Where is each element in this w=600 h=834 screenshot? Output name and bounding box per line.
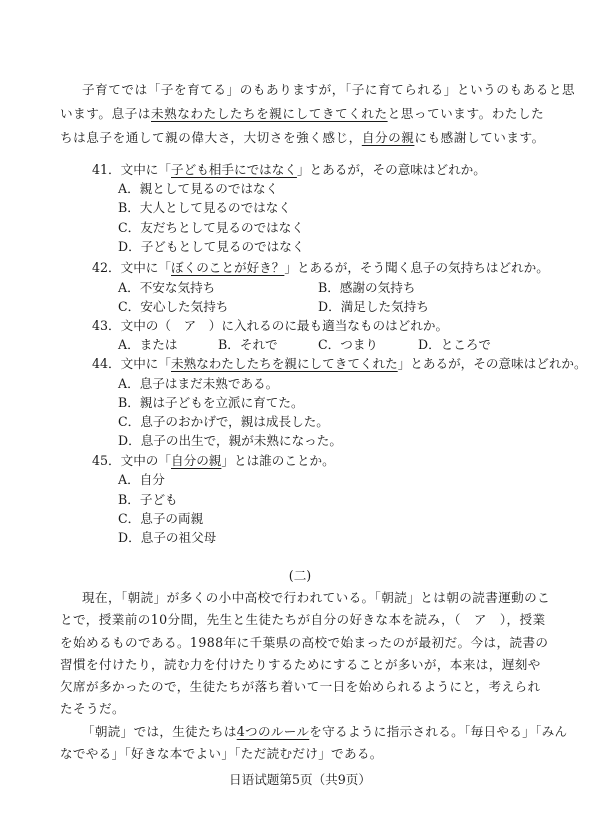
underlined-phrase: 未熟なわたしたちを親にしてきてくれた [151,106,388,121]
section2-rule-line: 「朝読」では，生徒たちは4つのルールを守るように指示される。「毎日やる」「みん [82,724,568,739]
underlined-phrase: 自分の親 [171,453,222,468]
q41-option-b: B．大人として見るのではなく [118,200,291,215]
section2-line-6: たそうだ。 [60,701,125,716]
question-41: 41．文中に「子ども相手にではなく」とあるが，その意味はどれか。 [92,162,486,177]
q45-option-a: A．自分 [118,472,165,487]
q44-option-d: D．息子の出生で，親が未熟になった。 [118,433,342,448]
q41-option-c: C．友だちとして見るのではなく [118,220,304,235]
q41-option-a: A．親として見るのではなく [118,181,279,196]
underlined-phrase: 自分の親 [361,130,415,145]
q44-option-c: C．息子のおかげで，親は成長した。 [118,414,329,429]
q43-option-b: B．それで [218,337,278,352]
section2-line-5: 欠席が多かったので，生徒たちが落ち着いて一日を始められるようにと，考えられ [60,679,541,694]
q43-option-a: A．または [118,337,178,352]
question-43: 43．文中の（ ア ）に入れるのに最も適当なものはどれか。 [92,318,449,333]
section2-line-3: を始めるものである。1988年に千葉県の高校で始まったのが最初だ。今は，読書の [60,635,549,650]
q45-option-c: C．息子の両親 [118,511,204,526]
section2-line-4: 習慣を付けたり，読む力を付けたりするためにすることが多いが，本来は，遅刻や [60,657,541,672]
q42-option-d: D．満足した気持ち [318,299,429,314]
underlined-phrase: 子ども相手にではなく [171,162,297,177]
question-44: 44．文中に「未熟なわたしたちを親にしてきてくれた」とあるが，その意味はどれか。 [92,356,587,371]
passage-line-1: 子育てでは「子を育てる」のもありますが，「子に育てられる」というのもあると思 [82,82,576,97]
q45-option-b: B．子ども [118,492,178,507]
section2-line-1: 現在，「朝読」が多くの小中高校で行われている。「朝読」とは朝の読書運動のこ [82,590,551,605]
underlined-phrase: 4つのルール [236,724,310,739]
section-heading: (二) [288,568,312,583]
q43-option-c: C．つまり [318,337,379,352]
q42-option-c: C．安心した気持ち [118,299,229,314]
page-footer: 日语试题第5页（共9页） [229,772,371,787]
question-45: 45．文中の「自分の親」とは誰のことか。 [92,453,335,468]
passage-line-3: ちは息子を通して親の偉大さ，大切さを強く感じ，自分の親にも感謝しています。 [60,130,545,145]
underlined-phrase: ぼくのことが好き？ [171,260,285,275]
question-42: 42．文中に「ぼくのことが好き？」とあるが，そう聞く息子の気持ちはどれか。 [92,260,549,275]
q44-option-a: A．息子はまだ未熟である。 [118,376,279,391]
q45-option-d: D．息子の祖父母 [118,530,217,545]
passage-line-2: います。息子は未熟なわたしたちを親にしてきてくれたと思っています。わたした [60,106,545,121]
q44-option-b: B．親は子どもを立派に育てた。 [118,395,304,410]
underlined-phrase: 未熟なわたしたちを親にしてきてくれた [171,356,398,371]
q42-option-b: B．感謝の気持ち [318,280,416,295]
q41-option-d: D．子どもとして見るのではなく [118,239,305,254]
q42-option-a: A．不安な気持ち [118,280,216,295]
section2-line-2: とで，授業前の10分間，先生と生徒たちが自分の好きな本を読み，（ ア ），授業 [60,612,546,627]
section2-last-line: なでやる」「好きな本でよい」「ただ読むだけ」である。 [60,746,383,761]
q43-option-d: D．ところで [418,337,491,352]
